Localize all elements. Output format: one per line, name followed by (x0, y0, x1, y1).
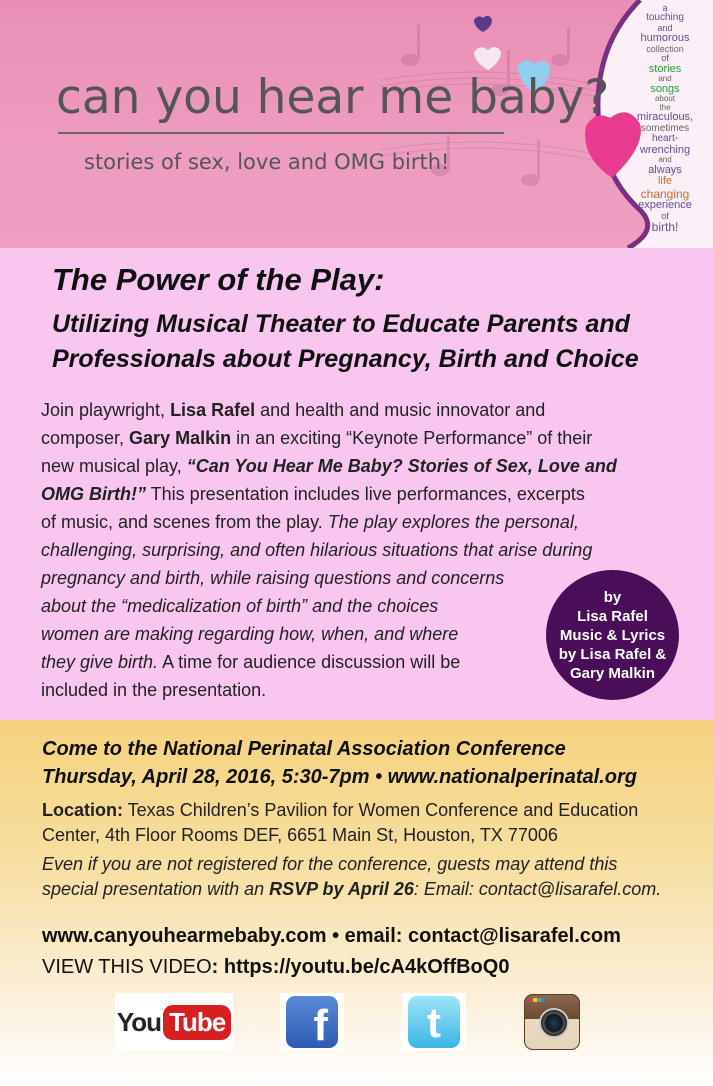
twitter-icon[interactable] (402, 993, 466, 1051)
description-line (41, 536, 681, 564)
website-email-line[interactable]: www.canyouhearmebaby.com • email: contact@lisarafel.com (42, 925, 621, 947)
tagline-word: and (657, 22, 673, 33)
header-banner (0, 0, 713, 248)
tagline-word: experience (638, 199, 692, 212)
description-text: and health and music innovator and (255, 400, 546, 420)
description-text: women are making regarding how, when, and where (41, 624, 459, 644)
tagline-word: life (657, 175, 673, 188)
event-location (42, 798, 638, 848)
tagline-word: touching (646, 12, 684, 24)
description-text: of music, and scenes from the play. (41, 512, 328, 532)
tagline-word: always (648, 163, 682, 176)
tagline-word: humorous (640, 32, 690, 45)
title-underline (58, 132, 504, 134)
description-text: composer, (41, 428, 130, 448)
headline-subtitle-line-2: Professionals about Pregnancy, Birth and Choice (52, 345, 639, 373)
play-subtitle: stories of sex, love and OMG birth! (84, 150, 450, 174)
headline-title: The Power of the Play: (52, 262, 385, 297)
description-text: Gary Malkin (129, 428, 232, 448)
event-heading: Come to the National Perinatal Association Conference (42, 738, 566, 760)
tagline-word: the (659, 102, 671, 112)
youtube-logo-tube: Tube (163, 1005, 231, 1040)
twitter-logo: t (408, 996, 460, 1048)
credit-line: by (603, 588, 622, 606)
tagline-word: songs (650, 82, 680, 95)
rsvp-email: : Email: contact@lisarafel.com. (413, 879, 662, 899)
tagline-word: stories (648, 62, 682, 75)
tagline-word-stack (617, 4, 713, 234)
instagram-camera-logo (524, 994, 580, 1050)
description-text: The play explores the personal, (327, 512, 579, 532)
description-text: A time for audience discussion will be (158, 652, 461, 672)
tagline-word: heart- (651, 133, 679, 145)
tagline-word: of (661, 210, 669, 221)
instagram-rainbow-stripe (529, 998, 545, 1002)
location-line-1: Texas Children’s Pavilion for Women Conference and Education (123, 800, 639, 820)
tagline-word: a (662, 3, 668, 13)
tagline-word: miraculous, (636, 111, 694, 124)
instagram-icon[interactable] (520, 993, 584, 1051)
description-text: “Can You Hear Me Baby? Stories of Sex, Love and (186, 456, 617, 476)
description-line (41, 508, 681, 536)
facebook-icon[interactable] (280, 993, 344, 1051)
facebook-logo: f (286, 996, 338, 1048)
description-line (41, 452, 681, 480)
video-link[interactable]: : https://youtu.be/cA4kOffBoQ0 (211, 956, 510, 978)
tagline-word: and (658, 74, 672, 84)
play-title: can you hear me baby? (56, 70, 610, 125)
description-text: included in the presentation. (41, 680, 267, 700)
video-label: VIEW THIS VIDEO (42, 956, 212, 978)
credit-line: Lisa Rafel (577, 607, 648, 625)
tagline-word: and (658, 155, 672, 165)
description-text: Join playwright, (41, 400, 171, 420)
credit-line: by Lisa Rafel & (558, 645, 667, 663)
description-text: new musical play, (41, 456, 187, 476)
description-line (41, 480, 681, 508)
credit-line: Gary Malkin (569, 664, 656, 682)
tagline-word: wrenching (639, 143, 691, 156)
rsvp-line-2-start: special presentation with an (42, 879, 270, 899)
description-text: Lisa Rafel (170, 400, 256, 420)
video-line[interactable] (42, 956, 509, 979)
tagline-word: birth! (651, 220, 679, 235)
description-text: about the “medicalization of birth” and the choices (41, 596, 439, 616)
description-text: OMG Birth!” (41, 484, 146, 504)
tagline-word: changing (640, 186, 690, 201)
headline-subtitle-line-1: Utilizing Musical Theater to Educate Parents and (52, 310, 630, 338)
description-text: pregnancy and birth, while raising questions and concerns (41, 568, 505, 588)
credit-line: Music & Lyrics (559, 626, 666, 644)
location-line-2: Center, 4th Floor Rooms DEF, 6651 Main St, Houston, TX 77006 (42, 825, 558, 845)
credits-badge (546, 570, 679, 700)
tagline-word: of (661, 53, 669, 64)
youtube-logo-you: You (116, 1006, 161, 1037)
event-date-line: Thursday, April 28, 2016, 5:30-7pm • www.nationalperinatal.org (42, 766, 637, 788)
rsvp-deadline: RSVP by April 26 (269, 879, 414, 899)
youtube-icon[interactable] (115, 993, 233, 1051)
description-line (41, 424, 681, 452)
tagline-word: sometimes (640, 122, 690, 134)
location-label: Location: (42, 800, 123, 820)
description-line (41, 396, 681, 424)
rsvp-note (42, 852, 661, 902)
rsvp-line-1: Even if you are not registered for the conference, guests may attend this (42, 854, 618, 874)
description-text: in an exciting “Keynote Performance” of their (231, 428, 593, 448)
instagram-lens (539, 1008, 569, 1038)
description-text: they give birth. (41, 652, 159, 672)
tagline-word: collection (646, 43, 684, 54)
description-text: challenging, surprising, and often hilarious situations that arise during (41, 540, 593, 560)
description-text: This presentation includes live performances, excerpts (146, 484, 585, 504)
tagline-word: about (654, 94, 676, 104)
